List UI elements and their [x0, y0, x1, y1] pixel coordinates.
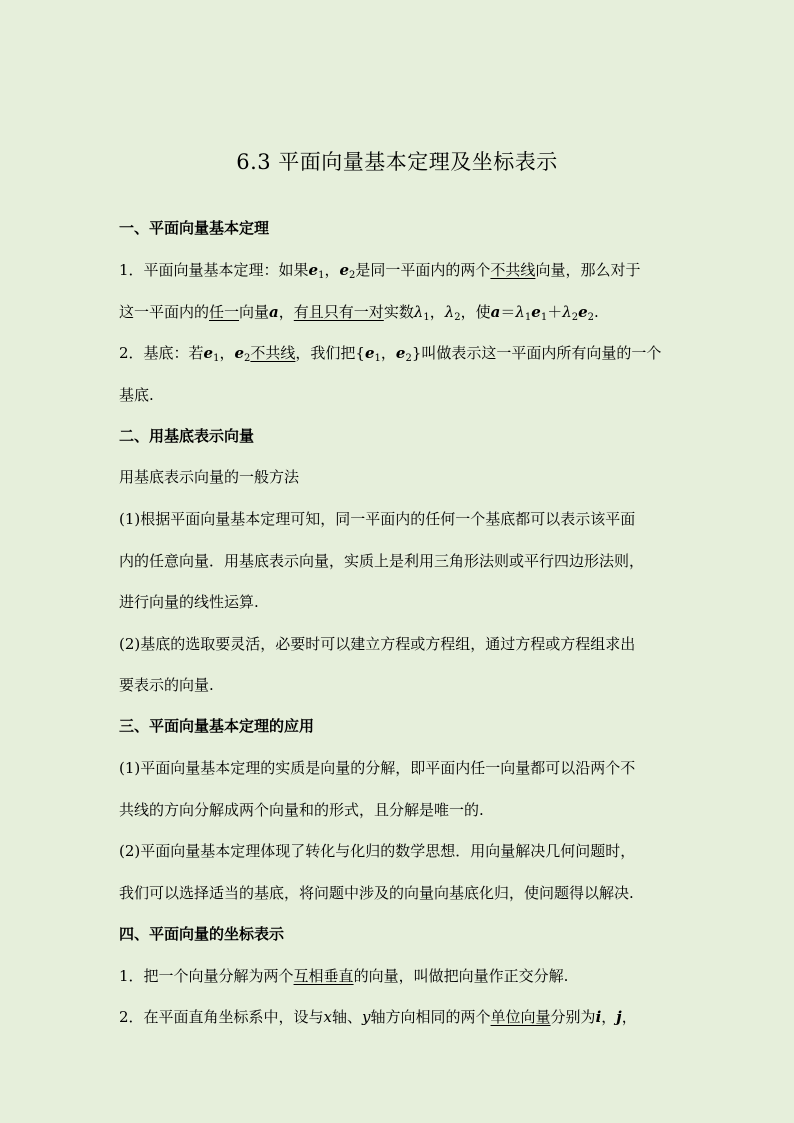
subscript: 2: [349, 270, 356, 281]
text-run: 是同一平面内的两个: [355, 261, 491, 279]
vector-symbol: e: [395, 344, 406, 362]
paragraph-line: (2)平面向量基本定理体现了转化与化归的数学思想．用向量解决几何问题时，: [119, 842, 636, 860]
subscript: 1: [540, 312, 548, 323]
vector-symbol: e: [531, 303, 541, 321]
vector-symbol: e: [203, 344, 214, 362]
paragraph-line: (1)平面向量基本定理的实质是向量的分解，即平面内任一向量都可以沿两个不: [119, 759, 636, 777]
subscript: 2: [244, 353, 251, 364]
text-run: ，: [601, 1008, 617, 1026]
section-heading-4: 四、平面向量的坐标表示: [119, 925, 285, 943]
subscript: 1: [318, 270, 325, 281]
section-heading-2: 二、用基底表示向量: [119, 427, 255, 445]
text-run: ，: [621, 1008, 637, 1026]
paragraph-line: [119, 1007, 637, 1027]
text-run: ，: [324, 261, 340, 279]
paragraph-line: [119, 260, 640, 280]
text-run: ，: [429, 303, 445, 321]
text-run: 轴方向相同的两个: [370, 1008, 491, 1026]
vector-symbol: a: [490, 303, 501, 321]
text-run: 向量: [239, 303, 270, 321]
text-run: 的向量，叫做把向量作正交分解.: [353, 967, 569, 985]
lambda-symbol: λ: [562, 303, 572, 321]
text-run: 2．在平面直角坐标系中，设与: [119, 1008, 324, 1026]
text-run: 1．把一个向量分解为两个: [119, 967, 294, 985]
variable-symbol: y: [362, 1008, 371, 1026]
paragraph-line: 进行向量的线性运算.: [119, 593, 259, 611]
underlined-term: 互相垂直: [293, 967, 354, 985]
paragraph-line: (2)基底的选取要灵活，必要时可以建立方程或方程组，通过方程或方程组求出: [119, 635, 636, 653]
text-run: }叫做表示这一平面内所有向量的一个: [411, 344, 662, 362]
subscript: 1: [524, 312, 532, 323]
vector-symbol: e: [234, 344, 245, 362]
text-run: ，: [219, 344, 235, 362]
section-heading-1: 一、平面向量基本定理: [119, 219, 270, 237]
plus-sign: ＋: [547, 303, 563, 321]
vector-symbol: e: [339, 261, 350, 279]
paragraph-line: 内的任意向量．用基底表示向量，实质上是利用三角形法则或平行四边形法则，: [119, 552, 645, 570]
paragraph-line: 我们可以选择适当的基底，将问题中涉及的向量向基底化归，使问题得以解决.: [119, 884, 634, 902]
paragraph-line: 共线的方向分解成两个向量和的形式，且分解是唯一的.: [119, 801, 484, 819]
subscript: 1: [213, 353, 220, 364]
text-run: .: [594, 303, 599, 321]
text-run: 分别为: [550, 1008, 596, 1026]
subscript: 1: [423, 312, 430, 323]
text-run: 实数: [383, 303, 414, 321]
text-run: 1．平面向量基本定理：如果: [119, 261, 309, 279]
paragraph-line: [119, 966, 568, 986]
page-title: 6.3 平面向量基本定理及坐标表示: [236, 150, 558, 174]
subscript: 1: [374, 353, 381, 364]
lambda-symbol: λ: [515, 303, 525, 321]
vector-symbol: e: [308, 261, 319, 279]
vector-symbol: i: [595, 1008, 602, 1026]
vector-symbol: e: [364, 344, 375, 362]
subscript: 2: [587, 312, 595, 323]
underlined-term: 单位向量: [490, 1008, 551, 1026]
vector-symbol: e: [578, 303, 588, 321]
underlined-term: 有且只有一对: [293, 303, 384, 321]
paragraph-line: [119, 302, 599, 322]
underlined-term: 不共线: [250, 344, 296, 362]
paragraph-line: 基底.: [119, 386, 154, 404]
subscript: 2: [454, 312, 461, 323]
text-run: ，使: [460, 303, 491, 321]
text-run: 这一平面内的: [119, 303, 210, 321]
text-run: 轴、: [332, 1008, 363, 1026]
lambda-symbol: λ: [413, 303, 424, 321]
paragraph-line: (1)根据平面向量基本定理可知，同一平面内的任何一个基底都可以表示该平面: [119, 510, 636, 528]
paragraph-line: [119, 343, 661, 363]
variable-symbol: x: [323, 1008, 333, 1026]
subscript: 2: [571, 312, 579, 323]
equals-sign: ＝: [500, 303, 516, 321]
section-heading-3: 三、平面向量基本定理的应用: [119, 717, 315, 735]
lambda-symbol: λ: [444, 303, 455, 321]
text-run: 2．基底：若: [119, 344, 204, 362]
text-run: ，: [380, 344, 396, 362]
subscript: 2: [405, 353, 412, 364]
vector-symbol: j: [616, 1008, 622, 1026]
text-run: ，我们把{: [295, 344, 365, 362]
underlined-term: 任一: [209, 303, 240, 321]
paragraph-line: 要表示的向量.: [119, 676, 214, 694]
underlined-term: 不共线: [490, 261, 536, 279]
text-run: 向量，那么对于: [535, 261, 641, 279]
text-run: ，: [278, 303, 294, 321]
vector-symbol: a: [269, 303, 279, 321]
paragraph-line: 用基底表示向量的一般方法: [119, 468, 300, 486]
